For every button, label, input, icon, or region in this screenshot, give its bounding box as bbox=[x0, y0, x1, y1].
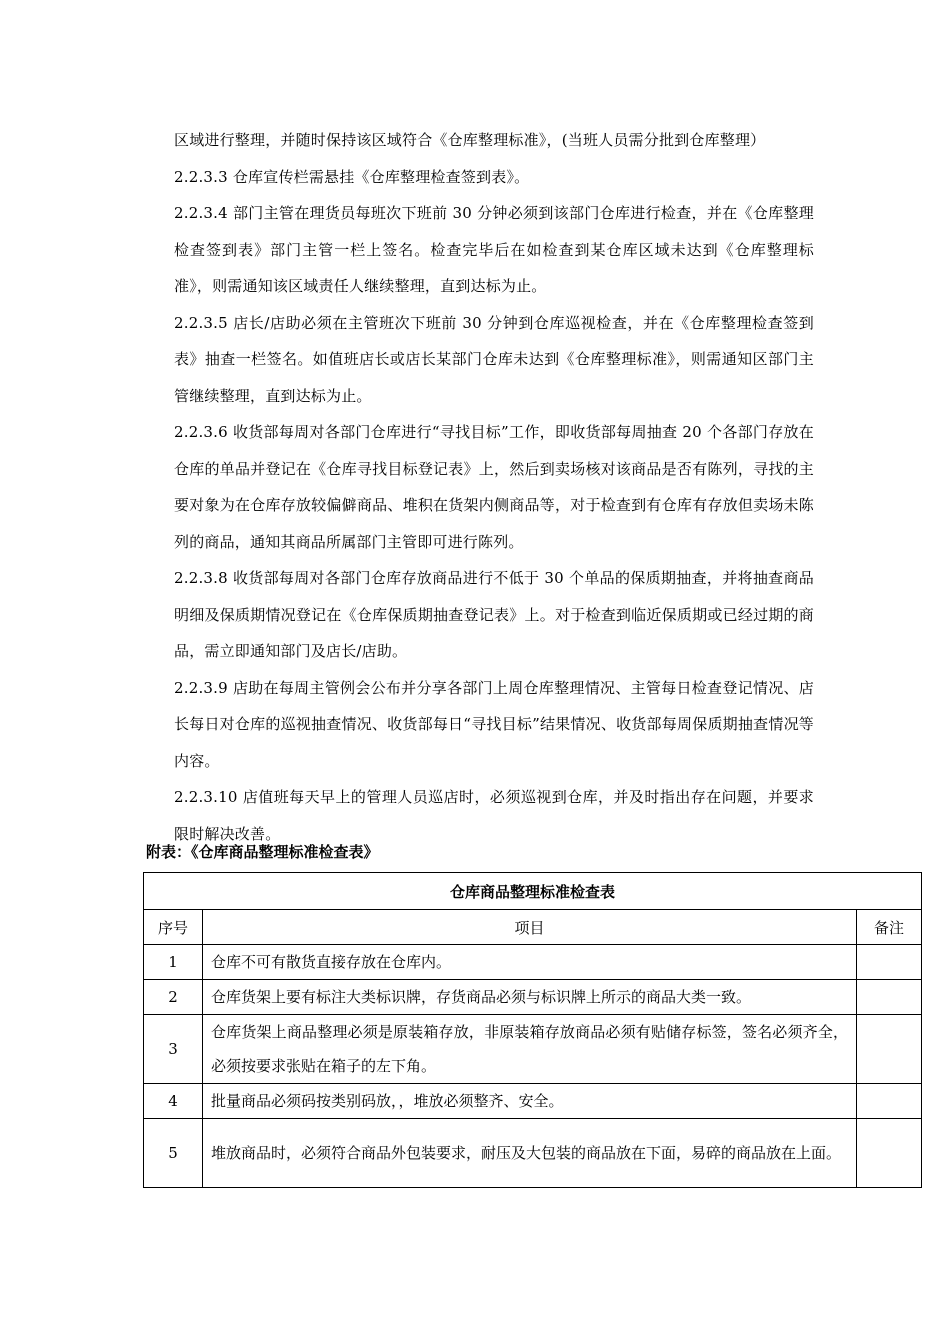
row-no: 2 bbox=[144, 980, 203, 1015]
table-header-row bbox=[144, 910, 922, 945]
row-note bbox=[857, 1119, 922, 1188]
row-no: 4 bbox=[144, 1084, 203, 1119]
paragraph: 区域进行整理，并随时保持该区域符合《仓库整理标准》，(当班人员需分批到仓库整理） bbox=[174, 131, 766, 149]
header-no: 序号 bbox=[144, 910, 203, 945]
header-note: 备注 bbox=[857, 910, 922, 945]
row-item: 仓库不可有散货直接存放在仓库内。 bbox=[203, 945, 857, 980]
checklist-table bbox=[143, 872, 922, 1188]
row-note bbox=[857, 945, 922, 980]
paragraph: 2.2.3.5 店长/店助必须在主管班次下班前 30 分钟到仓库巡视检查，并在《仓库整理检查签到表》抽查一栏签名。如值班店长或店长某部门仓库未达到《仓库整理标准》，则需通知区部门主管继续整理，直到达标为止。 bbox=[174, 313, 814, 405]
header-item: 项目 bbox=[203, 910, 857, 945]
row-note bbox=[857, 1084, 922, 1119]
table-row bbox=[144, 945, 922, 980]
table-row bbox=[144, 1084, 922, 1119]
row-no: 3 bbox=[144, 1015, 203, 1084]
table-row bbox=[144, 980, 922, 1015]
paragraph: 2.2.3.3 仓库宣传栏需悬挂《仓库整理检查签到表》。 bbox=[174, 167, 530, 186]
paragraph: 2.2.3.6 收货部每周对各部门仓库进行“寻找目标”工作，即收货部每周抽查 20 个各部门存放在仓库的单品并登记在《仓库寻找目标登记表》上，然后到卖场核对该商品是否有陈列，寻找的主要对象为在仓库存放较偏僻商品、堆积在货架内侧商品等，对于检查到有仓库有存放但卖场未陈列的商品，通知其商品所属部门主管即可进行陈列。 bbox=[174, 423, 814, 551]
paragraph: 2.2.3.10 店值班每天早上的管理人员巡店时，必须巡视到仓库，并及时指出存在问题，并要求限时解决改善。 bbox=[174, 788, 814, 843]
row-item: 仓库货架上商品整理必须是原装箱存放，非原装箱存放商品必须有贴储存标签，签名必须齐全，必须按要求张贴在箱子的左下角。 bbox=[203, 1015, 857, 1084]
appendix-title: 附表：《仓库商品整理标准检查表》 bbox=[146, 843, 379, 861]
paragraph: 2.2.3.4 部门主管在理货员每班次下班前 30 分钟必须到该部门仓库进行检查，并在《仓库整理检查签到表》部门主管一栏上签名。检查完毕后在如检查到某仓库区域未达到《仓库整理标准》，则需通知该区域责任人继续整理，直到达标为止。 bbox=[174, 204, 814, 295]
paragraph: 2.2.3.9 店助在每周主管例会公布并分享各部门上周仓库整理情况、主管每日检查登记情况、店长每日对仓库的巡视抽查情况、收货部每日“寻找目标”结果情况、收货部每周保质期抽查情况等内容。 bbox=[174, 678, 814, 770]
table-row bbox=[144, 1119, 922, 1188]
table-row bbox=[144, 1015, 922, 1084]
row-no: 1 bbox=[144, 945, 203, 980]
row-item: 仓库货架上要有标注大类标识牌，存货商品必须与标识牌上所示的商品大类一致。 bbox=[203, 980, 857, 1015]
row-note bbox=[857, 980, 922, 1015]
paragraph: 2.2.3.8 收货部每周对各部门仓库存放商品进行不低于 30 个单品的保质期抽查，并将抽查商品明细及保质期情况登记在《仓库保质期抽查登记表》上。对于检查到临近保质期或已经过期的商品，需立即通知部门及店长/店助。 bbox=[174, 569, 814, 660]
row-note bbox=[857, 1015, 922, 1084]
table-title: 仓库商品整理标准检查表 bbox=[144, 873, 922, 910]
body-text bbox=[174, 122, 814, 852]
row-item: 批量商品必须码按类别码放，，堆放必须整齐、安全。 bbox=[203, 1084, 857, 1119]
row-no: 5 bbox=[144, 1119, 203, 1188]
row-item: 堆放商品时，必须符合商品外包装要求，耐压及大包装的商品放在下面，易碎的商品放在上面。 bbox=[203, 1119, 857, 1188]
